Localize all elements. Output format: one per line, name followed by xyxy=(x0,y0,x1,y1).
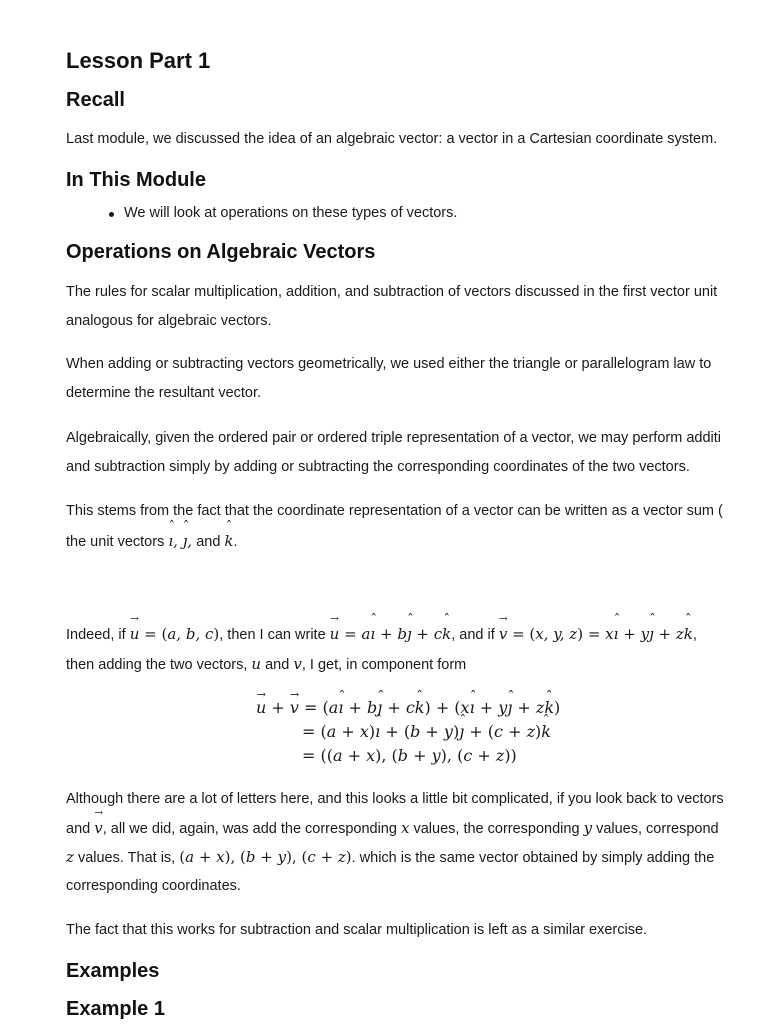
math-unit-k: ˆ k xyxy=(224,532,233,550)
paragraph-stems-line1: This stems from the fact that the coordinate representation of a vector can be written as a vector sum ( xyxy=(66,503,723,519)
math-x: x xyxy=(400,819,410,837)
text-fragment: values, the corresponding xyxy=(413,821,580,837)
text-fragment: values, correspond xyxy=(596,821,719,837)
heading-example-1: Example 1 xyxy=(66,998,165,1020)
heading-operations: Operations on Algebraic Vectors xyxy=(66,241,376,263)
text-fragment: and xyxy=(66,821,91,837)
lesson-title: Lesson Part 1 xyxy=(66,48,211,73)
text-fragment: , and if xyxy=(451,627,495,643)
paragraph-although-line2 xyxy=(66,814,719,844)
paragraph-algebraic-line1: Algebraically, given the ordered pair or ordered triple representation of a vector, we may perform additi xyxy=(66,430,721,446)
equation-row-3: = ((a + x), (b + y), (c + z)) xyxy=(302,746,517,765)
heading-in-this-module: In This Module xyxy=(66,169,206,191)
paragraph-rules-line2: analogous for algebraic vectors. xyxy=(66,313,272,329)
paragraph-rules-line1: The rules for scalar multiplication, addition, and subtraction of vectors discussed in the first vector unit xyxy=(66,284,718,300)
math-y: y xyxy=(583,819,593,837)
paragraph-indeed-line1: Indeed, if → u = (a, b, c), then I can write → u = aˆ ı + bˆ ȷ + cˆ k, and if → v = (x, y, z) = xˆ ı + yˆ ȷ + zˆ k, xyxy=(66,620,697,650)
math-v-vec: → v xyxy=(94,819,102,837)
text-fragment: the unit vectors xyxy=(66,534,165,550)
heading-recall: Recall xyxy=(66,89,125,111)
text-fragment: , then I can write xyxy=(219,627,326,643)
text-fragment: Indeed, if xyxy=(66,627,126,643)
paragraph-exercise: The fact that this works for subtraction and scalar multiplication is left as a similar exercise. xyxy=(66,922,648,938)
paragraph-although-line3 xyxy=(66,843,714,873)
math-v: v xyxy=(293,655,302,673)
text-fragment: then adding the two vectors, xyxy=(66,657,248,673)
math-sums: (a + x), (b + y), (c + z) xyxy=(179,848,352,866)
text-fragment: , all we did, again, was add the corresponding xyxy=(102,821,397,837)
equation-block xyxy=(256,696,560,768)
paragraph-geometric-line2: determine the resultant vector. xyxy=(66,385,262,401)
text-fragment: and xyxy=(196,534,221,550)
module-bullet-list xyxy=(66,205,457,221)
text-fragment: values. That is, xyxy=(77,850,176,866)
math-v-def: → v = (x, y, z) = xˆ ı + yˆ ȷ + zˆ k xyxy=(499,625,693,643)
paragraph-indeed-line2 xyxy=(66,650,466,680)
paragraph-stems-line2: the unit vectors ˆ ı, ˆ ȷ, and ˆ k. xyxy=(66,527,238,557)
paragraph-geometric-line1: When adding or subtracting vectors geometrically, we used either the triangle or parallelogram law to xyxy=(66,356,712,372)
equation-row-2: = (a + x)ˆ ı + (b + y)ˆ ȷ + (c + z)ˆ k xyxy=(256,720,560,744)
text-fragment: and xyxy=(265,657,290,673)
math-unit-vectors: ˆ ı, ˆ ȷ, xyxy=(168,532,192,550)
paragraph-algebraic-line2: and subtraction simply by adding or subtracting the corresponding coordinates of the two vectors. xyxy=(66,459,690,475)
text-fragment: , I get, in component form xyxy=(301,657,467,673)
math-u-def: → u = (a, b, c) xyxy=(130,625,220,643)
math-u-sum: → u = aˆ ı + bˆ ȷ + cˆ k xyxy=(330,625,452,643)
math-u: u xyxy=(251,655,262,673)
paragraph-although-line4: corresponding coordinates. xyxy=(66,878,241,894)
recall-paragraph: Last module, we discussed the idea of an algebraic vector: a vector in a Cartesian coordinate system. xyxy=(66,131,718,147)
list-item: We will look at operations on these types of vectors. xyxy=(66,205,457,221)
math-z: z xyxy=(66,848,74,866)
heading-examples: Examples xyxy=(66,960,160,982)
equation-row-1: → u + → v = (aˆ ı + bˆ ȷ + cˆ k) + (xˆ ı + yˆ ȷ + zˆ k) xyxy=(256,696,560,720)
text-fragment: . which is the same vector obtained by simply adding the xyxy=(351,850,715,866)
paragraph-although-line1: Although there are a lot of letters here, and this looks a little bit complicated, if you look back to vectors xyxy=(66,791,724,807)
